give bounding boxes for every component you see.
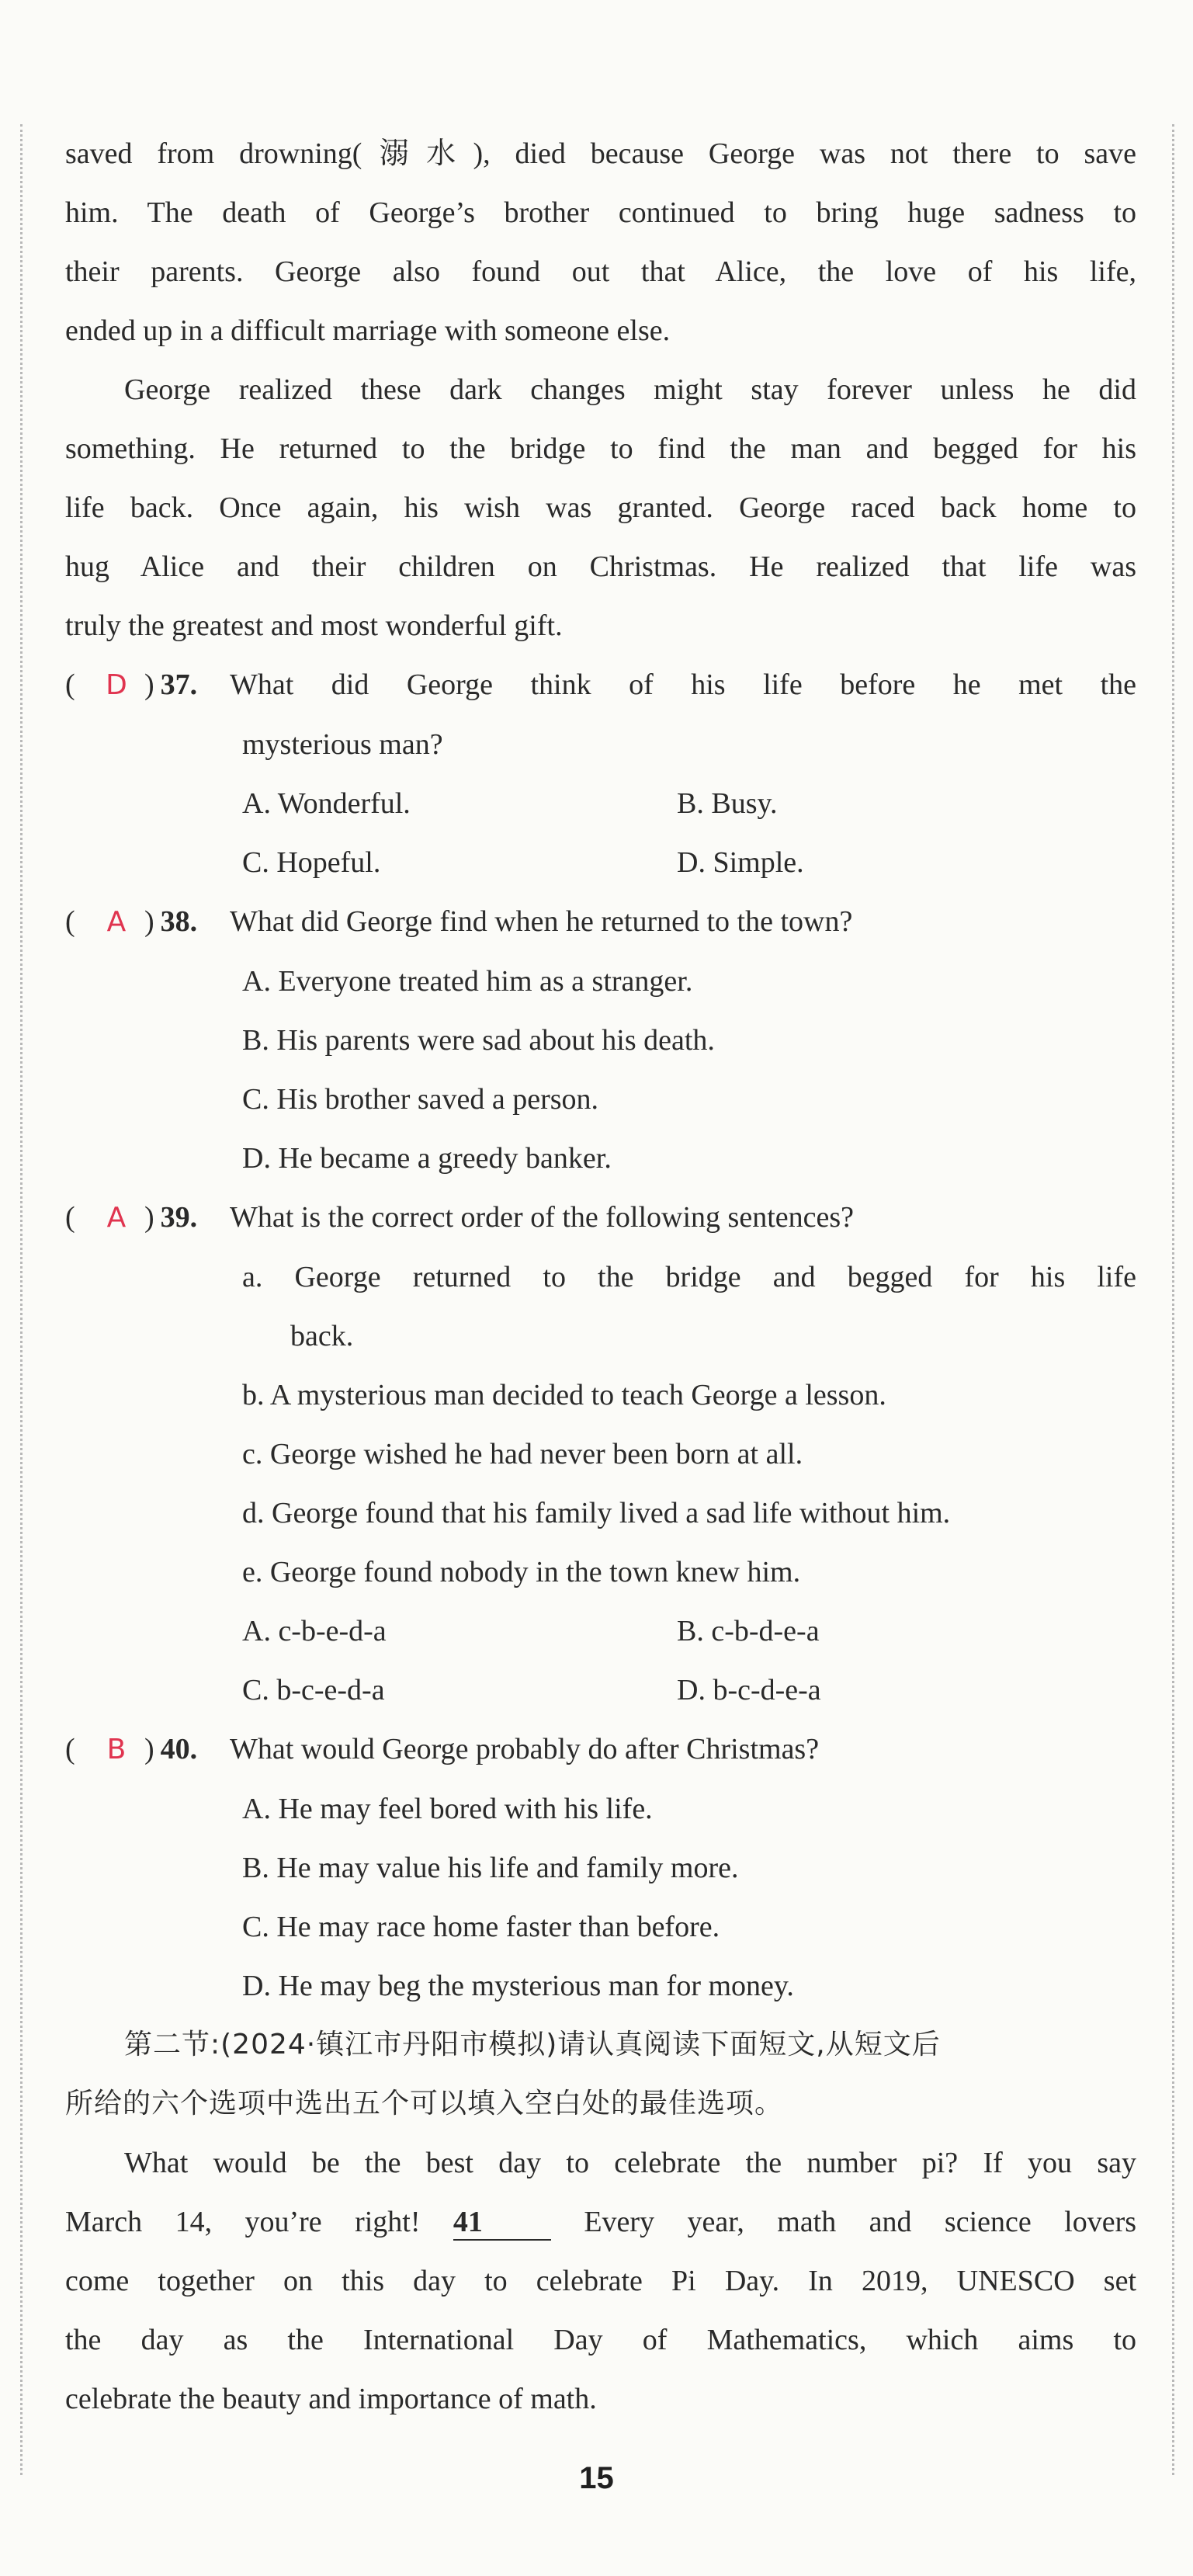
reading-passage — [65, 124, 1136, 655]
cloze-passage — [65, 2133, 1136, 2428]
option-a: A. He may feel bored with his life. — [242, 1793, 653, 1825]
question-text: What is the correct order of the following sentences? — [230, 1201, 855, 1234]
answer-slot: ( A ) 39. — [65, 1188, 230, 1248]
passage-line: celebrate the beauty and importance of math. — [65, 2383, 597, 2415]
instruction-line: 所给的六个选项中选出五个可以填入空白处的最佳选项。 — [65, 2088, 784, 2119]
passage-line: saved from drowning(溺水), died because George was not there to save — [65, 137, 1136, 170]
answer-mark: A — [106, 1202, 127, 1234]
passage-line: hug Alice and their children on Christmas. He realized that life was — [65, 550, 1136, 583]
question-text-continued: mysterious man? — [242, 728, 443, 761]
option-d: D. b-c-d-e-a — [677, 1674, 821, 1706]
sentence-b: b. A mysterious man decided to teach George a lesson. — [242, 1379, 886, 1411]
option-b: B. He may value his life and family more. — [242, 1852, 739, 1884]
option-b: B. Busy. — [677, 787, 778, 820]
question-text: What would George probably do after Christmas? — [230, 1733, 820, 1765]
passage-line: come together on this day to celebrate Pi Day. In 2019, UNESCO set — [65, 2265, 1136, 2297]
answer-slot: ( B ) 40. — [65, 1720, 230, 1779]
passage-line: truly the greatest and most wonderful gift. — [65, 609, 563, 642]
option-c: C. He may race home faster than before. — [242, 1911, 720, 1943]
question-text: What did George think of his life before he met the — [230, 668, 1136, 701]
blank-41: 41 — [453, 2205, 551, 2241]
passage-line: something. He returned to the bridge to find the man and begged for his — [65, 432, 1136, 465]
option-a: A. Everyone treated him as a stranger. — [242, 965, 693, 998]
option-c: C. Hopeful. — [242, 846, 381, 879]
passage-text: March 14, you’re right! — [65, 2206, 453, 2238]
question-number: 40. — [160, 1733, 198, 1765]
passage-line: the day as the International Day of Mathematics, which aims to — [65, 2324, 1136, 2356]
option-d: D. He became a greedy banker. — [242, 1142, 612, 1175]
question-40 — [65, 1720, 1136, 2015]
option-b: B. c-b-d-e-a — [677, 1615, 820, 1647]
question-text: What did George find when he returned to the town? — [230, 905, 853, 938]
passage-line — [65, 2192, 1136, 2251]
option-a: A. Wonderful. — [242, 787, 411, 820]
option-c: C. His brother saved a person. — [242, 1083, 599, 1116]
right-margin-guide — [1172, 124, 1174, 2475]
question-number: 37. — [160, 668, 198, 701]
section-2-instructions — [65, 2015, 1136, 2133]
question-38 — [65, 892, 1136, 1188]
sentence-text-continued: back. — [290, 1320, 354, 1352]
instruction-line: 第二节:(2024·镇江市丹阳市模拟)请认真阅读下面短文,从短文后 — [124, 2029, 941, 2060]
passage-line: George realized these dark changes might stay forever unless he did — [124, 373, 1136, 406]
passage-line: him. The death of George’s brother continued to bring huge sadness to — [65, 196, 1136, 229]
sentence-text: a. George returned to the bridge and begged for his life — [242, 1261, 1136, 1293]
option-b: B. His parents were sad about his death. — [242, 1024, 715, 1057]
sentence-d: d. George found that his family lived a sad life without him. — [242, 1497, 951, 1529]
answer-mark: D — [106, 669, 127, 701]
question-number: 38. — [160, 905, 198, 938]
answer-slot: ( A ) 38. — [65, 892, 230, 952]
answer-mark: A — [106, 906, 127, 938]
passage-text: Every year, math and science lovers — [584, 2206, 1137, 2238]
option-c: C. b-c-e-d-a — [242, 1674, 385, 1706]
page-number: 15 — [579, 2461, 614, 2495]
page-content — [65, 124, 1136, 2428]
answer-slot: ( D ) 37. — [65, 655, 230, 715]
question-37 — [65, 655, 1136, 892]
passage-line: What would be the best day to celebrate the number pi? If you say — [124, 2147, 1136, 2179]
sentence-a — [65, 1248, 1136, 1366]
option-a: A. c-b-e-d-a — [242, 1615, 387, 1647]
passage-line: their parents. George also found out that Alice, the love of his life, — [65, 255, 1136, 288]
sentence-c: c. George wished he had never been born at all. — [242, 1438, 803, 1470]
sentence-e: e. George found nobody in the town knew him. — [242, 1556, 801, 1588]
left-margin-guide — [20, 124, 23, 2475]
option-d: D. He may beg the mysterious man for money. — [242, 1970, 794, 2002]
question-number: 39. — [160, 1201, 198, 1234]
question-39 — [65, 1188, 1136, 1720]
option-d: D. Simple. — [677, 846, 804, 879]
passage-line: ended up in a difficult marriage with someone else. — [65, 314, 671, 347]
passage-line: life back. Once again, his wish was granted. George raced back home to — [65, 491, 1136, 524]
answer-mark: B — [106, 1734, 127, 1765]
